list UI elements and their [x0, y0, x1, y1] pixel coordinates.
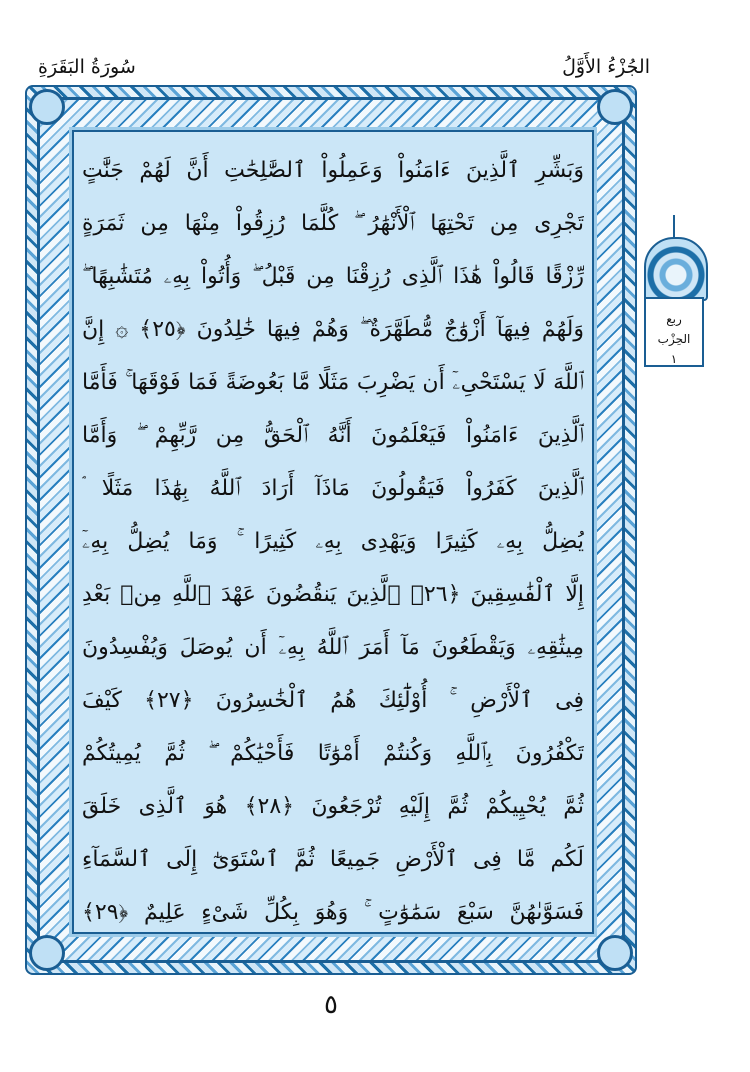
hizb-label: الحِزْب	[657, 332, 691, 346]
corner-ornament	[597, 89, 633, 125]
verse-line: مِيثَٰقِهِۦ وَيَقْطَعُونَ مَآ أَمَرَ ٱللَّهُ بِهِۦٓ أَن يُوصَلَ وَيُفْسِدُونَ	[82, 635, 584, 660]
hizb-number: ١	[670, 352, 678, 366]
verse-line: فِى ٱلْأَرْضِ ۚ أُوْلَٰٓئِكَ هُمُ ٱلْخَٰسِرُونَ ﴿٢٧﴾ كَيْفَ	[82, 688, 584, 713]
verse-line: ثُمَّ يُحْيِيكُمْ ثُمَّ إِلَيْهِ تُرْجَعُونَ ﴿٢٨﴾ هُوَ ٱلَّذِى خَلَقَ	[82, 794, 584, 819]
verse-line: وَبَشِّرِ ٱلَّذِينَ ءَامَنُواْ وَعَمِلُواْ ٱلصَّٰلِحَٰتِ أَنَّ لَهُمْ جَنَّٰتٍ	[82, 158, 584, 183]
hizb-marker	[640, 215, 708, 367]
verse-line: ٱلَّذِينَ ءَامَنُواْ فَيَعْلَمُونَ أَنَّهُ ٱلْحَقُّ مِن رَّبِّهِمْ ۖ وَأَمَّا	[82, 423, 584, 448]
verse-lines	[82, 144, 584, 939]
corner-ornament	[597, 935, 633, 971]
surah-name: سُورَةُ البَقَرَةِ	[38, 56, 136, 78]
corner-ornament	[29, 89, 65, 125]
verse-line: إِلَّا ٱلْفَٰسِقِينَ ﴿٢٦﴾ ٱلَّذِينَ يَنقُضُونَ عَهْدَ ٱللَّهِ مِنۢ بَعْدِ	[82, 582, 584, 607]
hizb-dome-ornament	[644, 237, 708, 301]
verse-line: لَكُم مَّا فِى ٱلْأَرْضِ جَمِيعًا ثُمَّ ٱسْتَوَىٰٓ إِلَى ٱلسَّمَآءِ	[82, 847, 584, 872]
verse-line: ٱلَّذِينَ كَفَرُواْ فَيَقُولُونَ مَاذَآ أَرَادَ ٱللَّهُ بِهَٰذَا مَثَلًا ۘ	[82, 476, 584, 501]
verse-line: يُضِلُّ بِهِۦ كَثِيرًا وَيَهْدِى بِهِۦ كَثِيرًا ۚ وَمَا يُضِلُّ بِهِۦٓ	[82, 529, 584, 554]
verse-text-panel	[72, 130, 594, 934]
hizb-marker-label	[644, 297, 704, 367]
verse-line: رِّزْقًا قَالُواْ هَٰذَا ٱلَّذِى رُزِقْنَا مِن قَبْلُ ۖ وَأُتُواْ بِهِۦ مُتَشَٰبِهًا ۖ	[82, 264, 584, 289]
verse-line: تَكْفُرُونَ بِٱللَّهِ وَكُنتُمْ أَمْوَٰتًا فَأَحْيَٰكُمْ ۖ ثُمَّ يُمِيتُكُمْ	[82, 741, 584, 766]
page-number: ٥	[324, 990, 338, 1020]
corner-ornament	[29, 935, 65, 971]
hizb-quarter: ربع	[666, 312, 682, 326]
verse-line: تَجْرِى مِن تَحْتِهَا ٱلْأَنْهَٰرُ ۖ كُلَّمَا رُزِقُواْ مِنْهَا مِن ثَمَرَةٍ	[82, 211, 584, 236]
juz-name: الجُزْءُ الأَوَّلُ	[562, 56, 650, 78]
verse-line: فَسَوَّىٰهُنَّ سَبْعَ سَمَٰوَٰتٍ ۚ وَهُوَ بِكُلِّ شَىْءٍ عَلِيمٌ ﴿٢٩﴾	[82, 900, 584, 925]
verse-line: ٱللَّهَ لَا يَسْتَحْىِۦٓ أَن يَضْرِبَ مَثَلًا مَّا بَعُوضَةً فَمَا فَوْقَهَا ۚ فَأَمَّا	[82, 370, 584, 395]
verse-line: وَلَهُمْ فِيهَآ أَزْوَٰجٌ مُّطَهَّرَةٌ ۖ وَهُمْ فِيهَا خَٰلِدُونَ ﴿٢٥﴾ ۞ إِنَّ	[82, 317, 584, 342]
